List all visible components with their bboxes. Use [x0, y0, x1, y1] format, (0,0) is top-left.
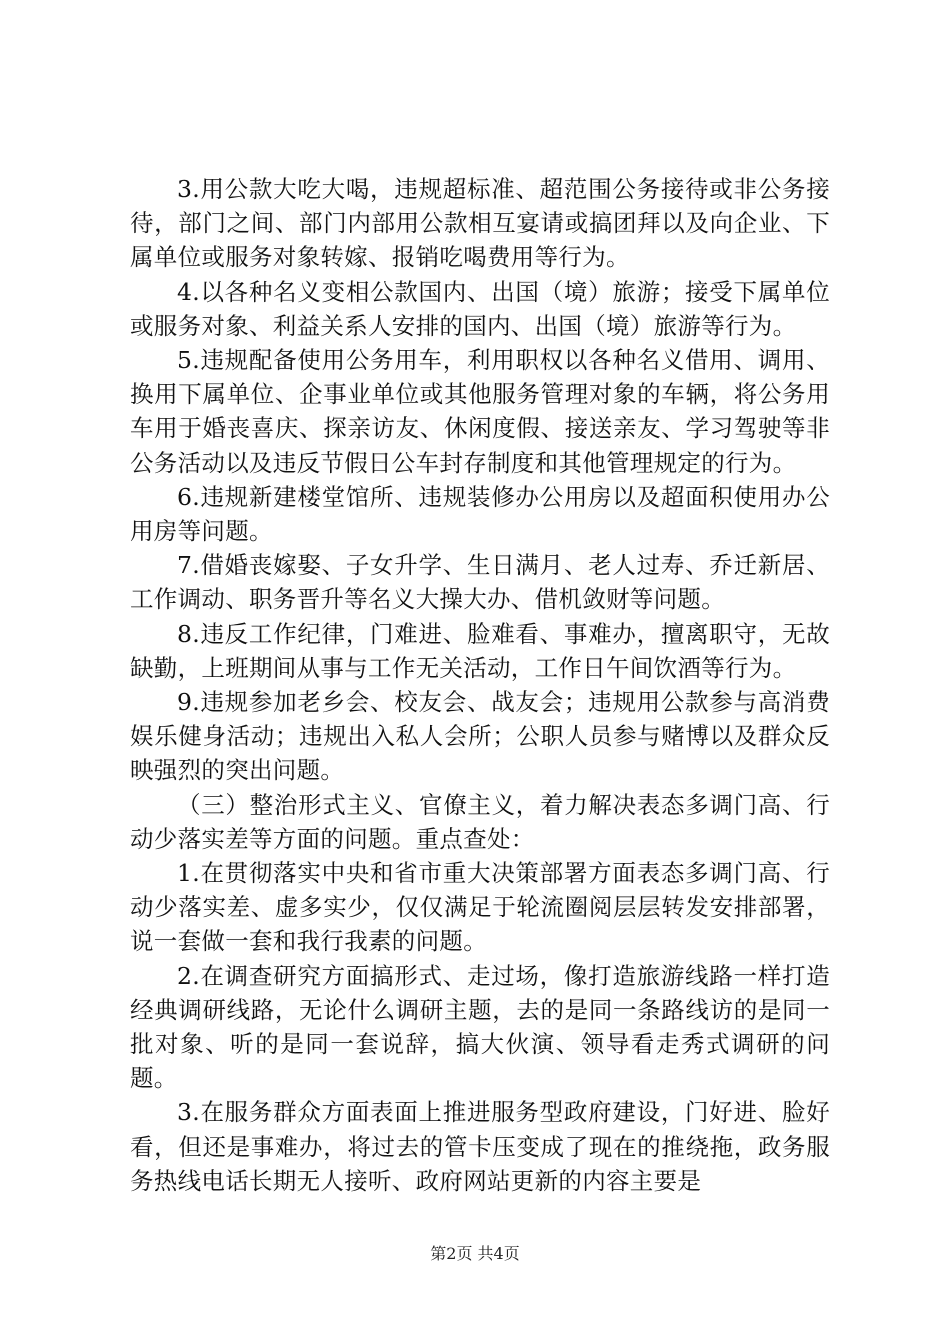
paragraph: 9.违规参加老乡会、校友会、战友会；违规用公款参与高消费娱乐健身活动；违规出入私人会所；公职人员参与赌博以及群众反映强烈的突出问题。: [130, 688, 830, 785]
section-heading: （三）整治形式主义、官僚主义，着力解决表态多调门高、行动少落实差等方面的问题。重点查处：: [130, 790, 830, 853]
paragraph: 1.在贯彻落实中央和省市重大决策部署方面表态多调门高、行动少落实差、虚多实少，仅仅满足于轮流圈阅层层转发安排部署，说一套做一套和我行我素的问题。: [130, 859, 830, 956]
paragraph: 5.违规配备使用公务用车，利用职权以各种名义借用、调用、换用下属单位、企事业单位或其他服务管理对象的车辆，将公务用车用于婚丧喜庆、探亲访友、休闲度假、接送亲友、学习驾驶等非公务活动以及违反节假日公车封存制度和其他管理规定的行为。: [130, 346, 830, 477]
document-body: [130, 172, 830, 1198]
paragraph: 7.借婚丧嫁娶、子女升学、生日满月、老人过寿、乔迁新居、工作调动、职务晋升等名义大操大办、借机敛财等问题。: [130, 551, 830, 614]
paragraph: 4.以各种名义变相公款国内、出国（境）旅游；接受下属单位或服务对象、利益关系人安排的国内、出国（境）旅游等行为。: [130, 277, 830, 340]
page-number-footer: 第2页 共4页: [430, 1244, 520, 1263]
paragraph: 3.用公款大吃大喝，违规超标准、超范围公务接待或非公务接待，部门之间、部门内部用公款相互宴请或搞团拜以及向企业、下属单位或服务对象转嫁、报销吃喝费用等行为。: [130, 175, 830, 272]
paragraph: 2.在调查研究方面搞形式、走过场，像打造旅游线路一样打造经典调研线路，无论什么调研主题，去的是同一条路线访的是同一批对象、听的是同一套说辞，搞大伙演、领导看走秀式调研的问题。: [130, 961, 830, 1093]
paragraph: 6.违规新建楼堂馆所、违规装修办公用房以及超面积使用办公用房等问题。: [130, 482, 830, 546]
paragraph: 3.在服务群众方面表面上推进服务型政府建设，门好进、脸好看，但还是事难办，将过去的管卡压变成了现在的推绕拖，政务服务热线电话长期无人接听、政府网站更新的内容主要是: [130, 1098, 830, 1195]
paragraph: 8.违反工作纪律，门难进、脸难看、事难办，擅离职守，无故缺勤，上班期间从事与工作无关活动，工作日午间饮酒等行为。: [130, 619, 830, 682]
